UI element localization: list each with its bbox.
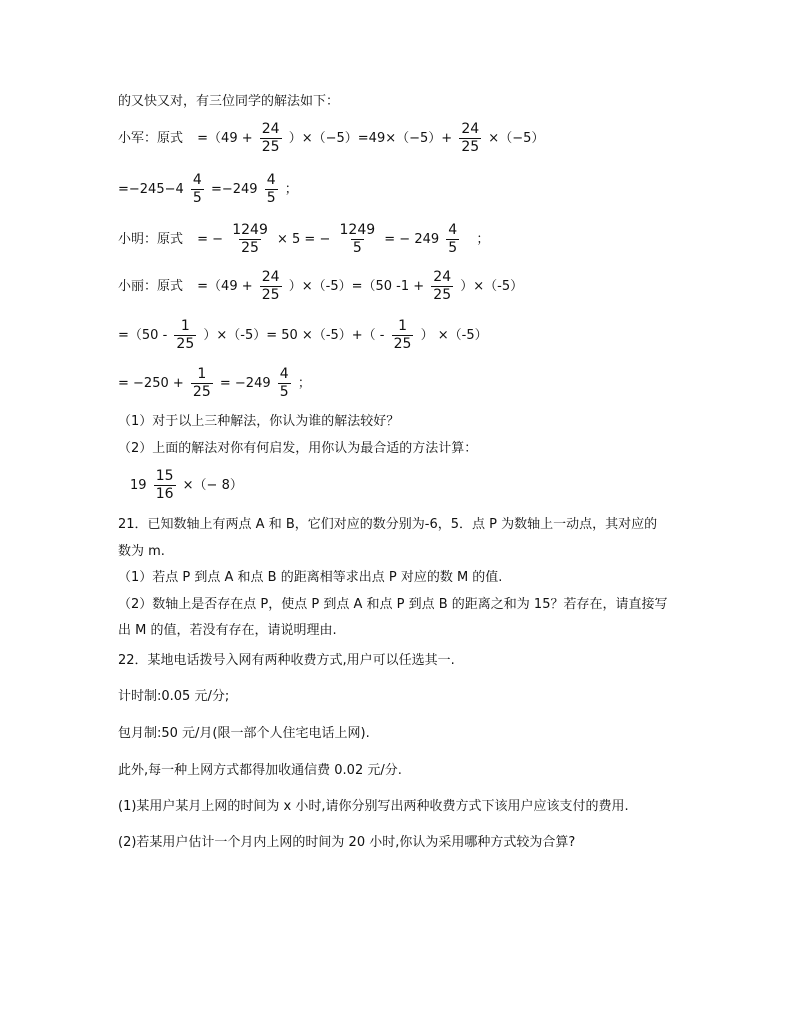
numerator: 15 bbox=[155, 468, 174, 484]
fraction bbox=[278, 366, 291, 401]
expr-part: =（49 + bbox=[197, 131, 253, 146]
problem-21-line-2: 数为 m. bbox=[118, 544, 165, 559]
expr-part: ； bbox=[297, 376, 311, 391]
calc-expression bbox=[130, 468, 243, 503]
xiaoming-label: 小明：原式 bbox=[118, 232, 184, 247]
numerator: 24 bbox=[261, 121, 280, 137]
xiaojun-line-2 bbox=[118, 172, 298, 207]
denominator: 25 bbox=[393, 336, 412, 352]
expr-part: ； bbox=[284, 182, 298, 197]
numerator: 4 bbox=[448, 222, 458, 238]
numerator: 24 bbox=[261, 269, 280, 285]
expr-part: ）×（-5） bbox=[460, 279, 524, 294]
denominator: 25 bbox=[461, 139, 480, 155]
numerator: 1249 bbox=[339, 222, 376, 238]
fraction bbox=[174, 318, 196, 353]
denominator: 25 bbox=[433, 287, 452, 303]
problem-22-a: 计时制:0.05 元/分; bbox=[118, 689, 230, 704]
numerator: 4 bbox=[279, 366, 289, 382]
expr-part: = −249 bbox=[219, 376, 271, 391]
problem-22-title: 22．某地电话拨号入网有两种收费方式,用户可以任选其一. bbox=[118, 653, 455, 668]
numerator: 1 bbox=[180, 318, 190, 334]
xiaoli-line-3 bbox=[118, 366, 311, 401]
expr-part: =−245−4 bbox=[118, 182, 184, 197]
expr-part: ）×（-5）=（50 -1 + bbox=[288, 279, 425, 294]
problem-22-c: 此外,每一种上网方式都得加收通信费 0.02 元/分. bbox=[118, 763, 402, 778]
expr-part: = − 249 bbox=[384, 232, 440, 247]
expr-part: = − bbox=[197, 232, 224, 247]
problem-21-line-1: 21．已知数轴上有两点 A 和 B，它们对应的数分别为-6，5．点 P 为数轴上一动点，其对应的 bbox=[118, 517, 658, 532]
problem-22-q1: (1)某用户某月上网的时间为 x 小时,请你分别写出两种收费方式下该用户应该支付的费用. bbox=[118, 799, 629, 814]
denominator: 25 bbox=[261, 139, 280, 155]
problem-22-q2: (2)若某用户估计一个月内上网的时间为 20 小时,你认为采用哪种方式较为合算? bbox=[118, 835, 576, 850]
numerator: 1 bbox=[197, 366, 207, 382]
expr-part: ）×（-5）= 50 ×（-5）+（ - bbox=[203, 328, 385, 343]
fraction bbox=[446, 222, 459, 257]
expr-part: =−249 bbox=[210, 182, 258, 197]
problem-22-b: 包月制:50 元/月(限一部个人住宅电话上网). bbox=[118, 726, 370, 741]
expr-part: =（49 + bbox=[197, 279, 253, 294]
xiaoming-line bbox=[118, 222, 489, 257]
denominator: 5 bbox=[279, 384, 289, 400]
expr-part: ）×（−5）=49×（−5）+ bbox=[288, 131, 453, 146]
fraction bbox=[154, 468, 176, 503]
xiaoli-line-1 bbox=[118, 269, 523, 304]
expr-part: ×（−5） bbox=[488, 131, 545, 146]
fraction bbox=[230, 222, 270, 257]
denominator: 25 bbox=[261, 287, 280, 303]
fraction bbox=[265, 172, 278, 207]
question-1: （1）对于以上三种解法，你认为谁的解法较好？ bbox=[118, 414, 400, 429]
xiaojun-line-1 bbox=[118, 121, 544, 156]
question-2: （2）上面的解法对你有何启发，用你认为最合适的方法计算： bbox=[118, 441, 478, 456]
expr-part: =（50 - bbox=[118, 328, 168, 343]
fraction bbox=[431, 269, 453, 304]
numerator: 1249 bbox=[232, 222, 268, 238]
problem-21-q1: （1）若点 P 到点 A 和点 B 的距离相等求出点 P 对应的数 M 的值. bbox=[118, 570, 503, 585]
expr-part: ×（− 8） bbox=[182, 478, 243, 493]
numerator: 1 bbox=[398, 318, 408, 334]
fraction bbox=[459, 121, 481, 156]
denominator: 5 bbox=[192, 190, 202, 206]
xiaoli-label: 小丽：原式 bbox=[118, 279, 184, 294]
denominator: 25 bbox=[176, 336, 195, 352]
denominator: 25 bbox=[241, 240, 259, 256]
fraction bbox=[392, 318, 414, 353]
denominator: 25 bbox=[192, 384, 211, 400]
fraction bbox=[260, 121, 282, 156]
problem-21-q2a: （2）数轴上是否存在点 P，使点 P 到点 A 和点 P 到点 B 的距离之和为 15？若存在，请直接写 bbox=[118, 597, 668, 612]
numerator: 4 bbox=[266, 172, 276, 188]
fraction bbox=[338, 222, 378, 257]
expr-part: ） ×（-5） bbox=[420, 328, 488, 343]
numerator: 24 bbox=[461, 121, 480, 137]
problem-21-q2b: 出 M 的值，若没有存在，请说明理由. bbox=[118, 623, 337, 638]
denominator: 5 bbox=[448, 240, 458, 256]
denominator: 5 bbox=[266, 190, 276, 206]
xiaojun-label: 小军：原式 bbox=[118, 131, 184, 146]
fraction bbox=[191, 172, 204, 207]
fraction bbox=[191, 366, 213, 401]
intro-text: 的又快又对，有三位同学的解法如下： bbox=[118, 94, 340, 109]
numerator: 4 bbox=[192, 172, 202, 188]
expr-part: = −250 + bbox=[118, 376, 184, 391]
mixed-whole: 19 bbox=[130, 478, 147, 493]
denominator: 16 bbox=[155, 486, 174, 502]
expr-part: ； bbox=[476, 232, 490, 247]
denominator: 5 bbox=[352, 240, 362, 256]
numerator: 24 bbox=[433, 269, 452, 285]
xiaoli-line-2 bbox=[118, 318, 488, 353]
expr-part: × 5 = − bbox=[277, 232, 331, 247]
fraction bbox=[260, 269, 282, 304]
